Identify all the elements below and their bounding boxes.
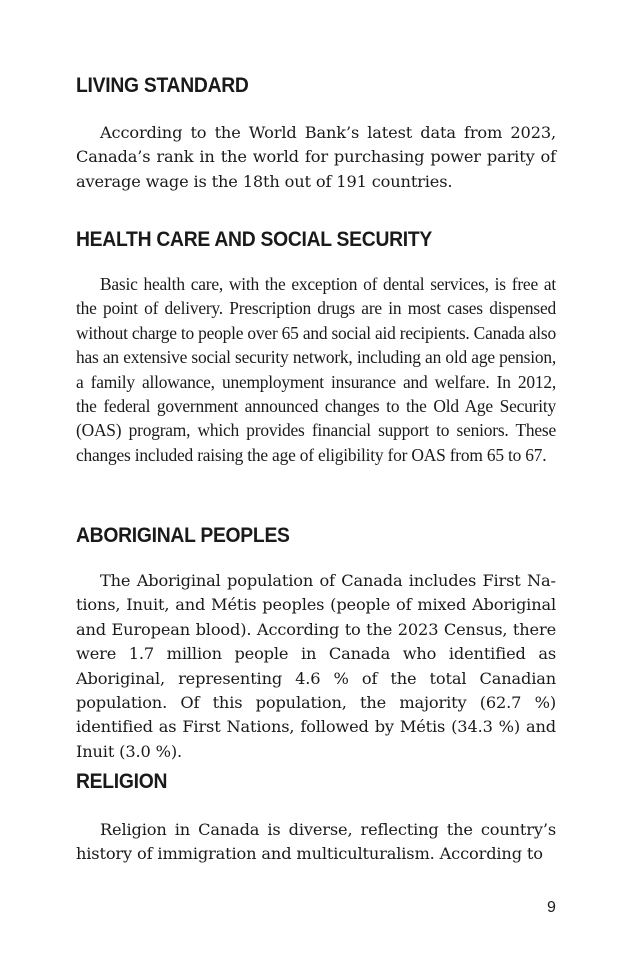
section-paragraph-religion: Religion in Canada is diverse, reflecting the country’s history of immigration and multiculturalism. According to (76, 820, 556, 864)
section-paragraph-health-care: Basic health care, with the exception of dental services, is free at the point of delivery. Prescription drugs are in most cases dispensed without charge to people over 65 and social aid recipients. Canada also has an extensive social security network, including an old age pension, a family allowance, unemployment insurance and welfare. In 2012, the federal government announced changes to the Old Age Security (OAS) program, which provides financial support to seniors. These changes included raising the age of eligibility for OAS from 65 to 67. (76, 274, 556, 465)
section-heading-aboriginal-peoples: ABORIGINAL PEOPLES (76, 524, 290, 547)
section-heading-living-standard: LIVING STANDARD (76, 74, 249, 97)
section-heading-health-care: HEALTH CARE AND SOCIAL SECURITY (76, 228, 433, 251)
section-paragraph-aboriginal-peoples: The Aboriginal population of Canada includes First Nations, Inuit, and Métis peoples (people of mixed Aboriginal and European blood). According to the 2023 Census, there were 1.7 million people in Canada who identified as Aboriginal, representing 4.6 % of the total Canadian population. Of this population, the majority (62.7 %) identified as First Nations, followed by Métis (34.3 %) and Inuit (3.0 %). (76, 571, 556, 761)
section-paragraph-living-standard: According to the World Bank’s latest data from 2023, Canada’s rank in the world for purchasing power parity of average wage is the 18th out of 191 countries. (76, 123, 556, 191)
page-number: 9 (547, 899, 556, 916)
section-heading-religion: RELIGION (76, 770, 168, 793)
